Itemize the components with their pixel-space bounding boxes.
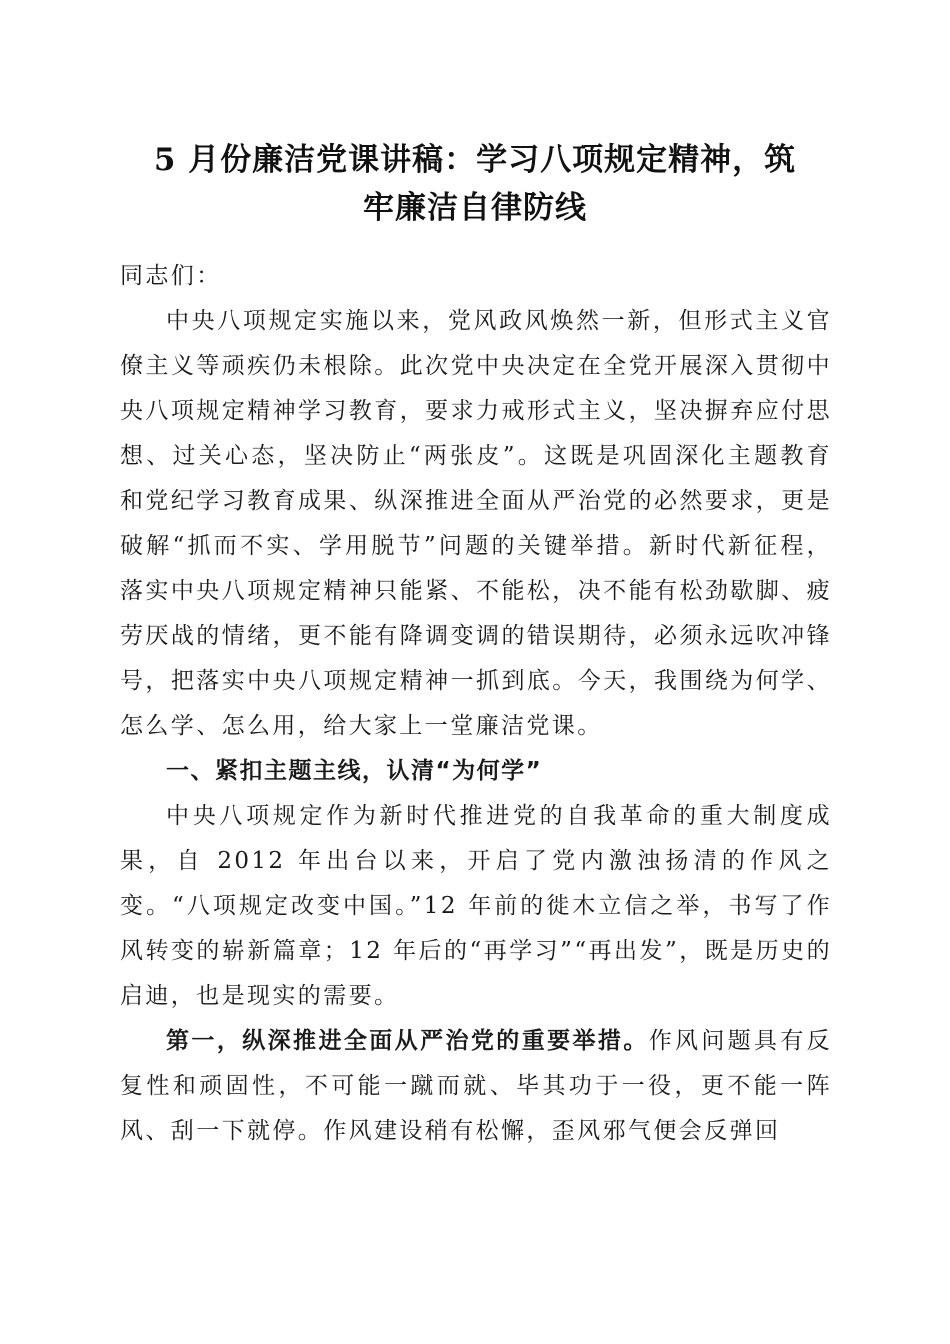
section-heading-1: 一、紧扣主题主线，认清“为何学” (166, 758, 543, 784)
title-line-2: 牢廉洁自律防线 (363, 190, 587, 226)
paragraph-point-1 (120, 1019, 832, 1154)
document-body (120, 254, 832, 1154)
paragraph-section-1: 中央八项规定作为新时代推进党的自我革命的重大制度成果，自 2012 年出台以来，开启了党内激浊扬清的作风之变。“八项规定改变中国。”12 年前的徙木立信之举，书写了作风转变的崭新篇章；12 年后的“再学习”“再出发”，既是历史的启迪，也是现实的需要。 (120, 803, 832, 1009)
paragraph-intro: 中央八项规定实施以来，党风政风焕然一新，但形式主义官僚主义等顽疾仍未根除。此次党中央决定在全党开展深入贯彻中央八项规定精神学习教育，要求力戒形式主义，坚决摒弃应付思想、过关心态，坚决防止“两张皮”。这既是巩固深化主题教育和党纪学习教育成果、纵深推进全面从严治党的必然要求，更是破解“抓而不实、学用脱节”问题的关键举措。新时代新征程，落实中央八项规定精神只能紧、不能松，决不能有松劲歇脚、疲劳厌战的情绪，更不能有降调变调的错误期待，必须永远吹冲锋号，把落实中央八项规定精神一抓到底。今天，我围绕为何学、怎么学、怎么用，给大家上一堂廉洁党课。 (120, 308, 832, 739)
document-title (110, 136, 840, 232)
title-line-1: 5 月份廉洁党课讲稿：学习八项规定精神，筑 (153, 142, 797, 178)
point-1-text: 作风问题具有反复性和顽固性，不可能一蹴而就、毕其功于一役，更不能一阵风、刮一下就停。作风建设稍有松懈，歪风邪气便会反弹回 (120, 1028, 832, 1144)
salutation: 同志们： (120, 263, 222, 289)
point-1-lead: 第一，纵深推进全面从严治党的重要举措。 (166, 1028, 649, 1054)
